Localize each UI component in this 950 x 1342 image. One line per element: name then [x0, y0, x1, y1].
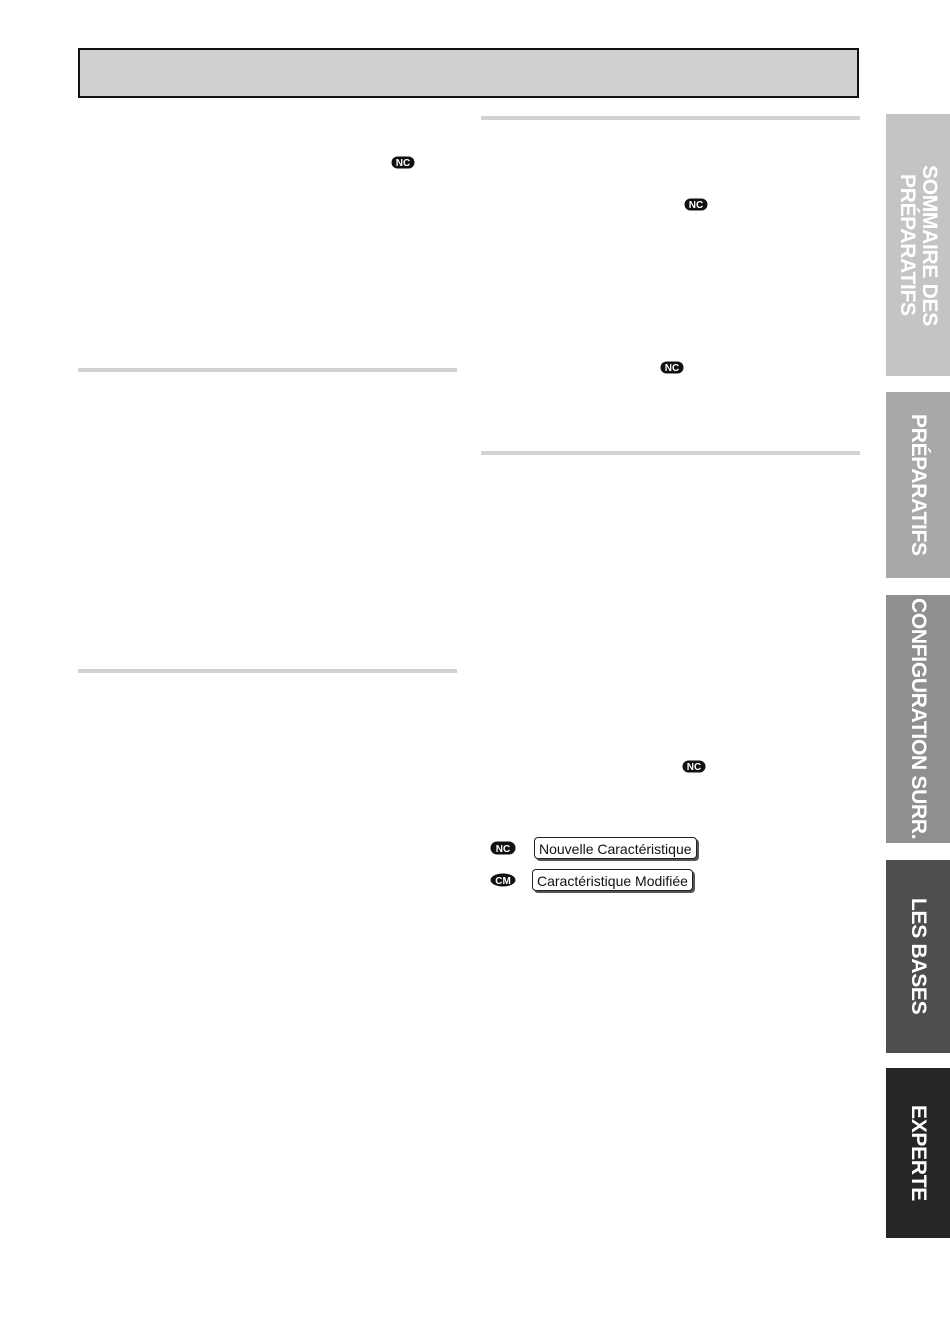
legend-changed-feature-label: Caractéristique Modifiée: [532, 869, 693, 891]
svg-text:NC: NC: [395, 158, 411, 169]
tab-label: CONFIGURATION SURR.: [907, 598, 930, 840]
section-divider: [78, 669, 457, 673]
tab-sommaire-des-preparatifs[interactable]: [886, 114, 950, 376]
new-feature-icon: [490, 841, 516, 855]
tab-label: SOMMAIRE DES PRÉPARATIFS: [896, 164, 941, 326]
new-feature-icon: [391, 156, 415, 169]
tab-les-bases[interactable]: [886, 860, 950, 1053]
svg-text:NC: NC: [688, 200, 704, 211]
new-feature-icon: [684, 198, 708, 211]
tab-label: PRÉPARATIFS: [907, 414, 930, 556]
legend-changed-feature: [490, 869, 720, 895]
tab-label: LES BASES: [907, 898, 930, 1015]
section-divider: [481, 116, 860, 120]
tab-label: EXPERTE: [907, 1105, 930, 1201]
svg-text:CM: CM: [495, 876, 511, 887]
svg-text:NC: NC: [495, 844, 511, 855]
tab-experte[interactable]: [886, 1068, 950, 1238]
section-divider: [481, 451, 860, 455]
svg-text:NC: NC: [664, 363, 680, 374]
new-feature-icon: [682, 760, 706, 773]
section-divider: [78, 368, 457, 372]
changed-feature-icon: [490, 873, 516, 887]
new-feature-icon: [660, 361, 684, 374]
tab-preparatifs[interactable]: [886, 392, 950, 578]
svg-text:NC: NC: [686, 762, 702, 773]
legend-new-feature: [490, 837, 720, 863]
legend-new-feature-label: Nouvelle Caractéristique: [534, 837, 697, 859]
page-title-bar: [78, 48, 859, 98]
tab-configuration-surr[interactable]: [886, 595, 950, 843]
